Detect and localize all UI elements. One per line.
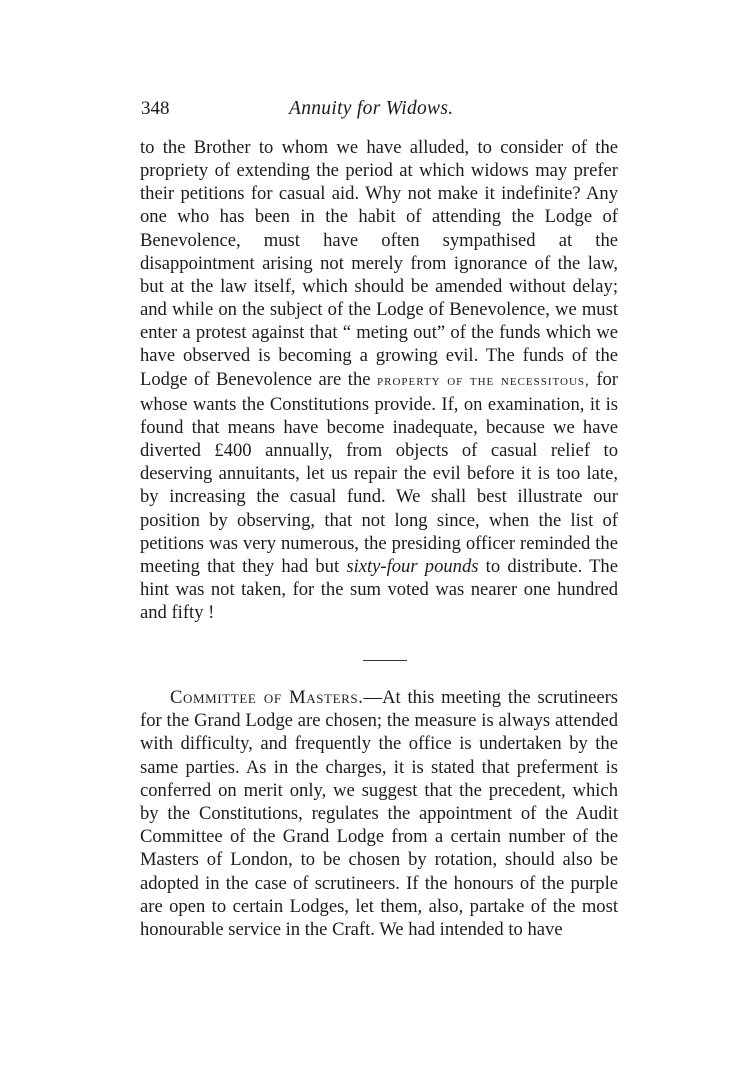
paragraph-benevolence — [140, 136, 618, 624]
paragraph-text: —At this meeting the scrutineers for the Grand Lodge are chosen; the measure is always attended with difficulty, and frequently the office is undertaken by the same parties. As in the charges, it is stated that preferment is conferred on merit only, we suggest that the precedent, which by the Constitutions, regulates the appointment of the Audit Committee of the Grand Lodge from a certain number of the Masters of London, to be chosen by rotation, should also be adopted in the case of scrutineers. If the honours of the purple are open to certain Lodges, let them, also, partake of the most honourable service in the Craft. We had intended to have — [140, 687, 618, 941]
paragraph-text: to distribute. The hint was not taken, for the sum voted was nearer one hundred and fifty ! — [140, 555, 618, 624]
section-heading: Committee of Masters. — [170, 687, 364, 708]
running-title: Annuity for Widows. — [289, 98, 454, 119]
running-head — [139, 98, 617, 126]
smallcaps-phrase: property of the necessitous, — [377, 372, 590, 389]
page-number: 348 — [141, 98, 170, 119]
paragraph-text: to the Brother to whom we have alluded, to consider of the propriety of extending the period at which widows may prefer their petitions for casual aid. Why not make it indefinite? Any one who has been in the habit of attending the Lodge of Benevolence, must have often sympathised at the disappointment arising not merely from ignorance of the law, but at the law itself, which should be amended without delay; and while on the subject of the Lodge of Benevolence, we must enter a protest against that “ meting out” of the funds which we have observed is becoming a growing evil. The funds of the Lodge of Benevolence are the — [140, 137, 618, 390]
section-divider — [363, 660, 407, 661]
paragraph-committee-of-masters — [140, 686, 618, 941]
italic-phrase: sixty-four pounds — [346, 555, 479, 577]
paragraph-text: for whose wants the Constitutions provide. If, on examination, it is found that means have become inadequate, because we have diverted £400 annually, from objects of casual relief to deserving annuitants, let us repair the evil before it is too late, by increasing the casual fund. We shall best illustrate our position by observing, that not long since, when the list of petitions was very numerous, the presiding officer reminded the meeting that they had but — [140, 368, 618, 577]
